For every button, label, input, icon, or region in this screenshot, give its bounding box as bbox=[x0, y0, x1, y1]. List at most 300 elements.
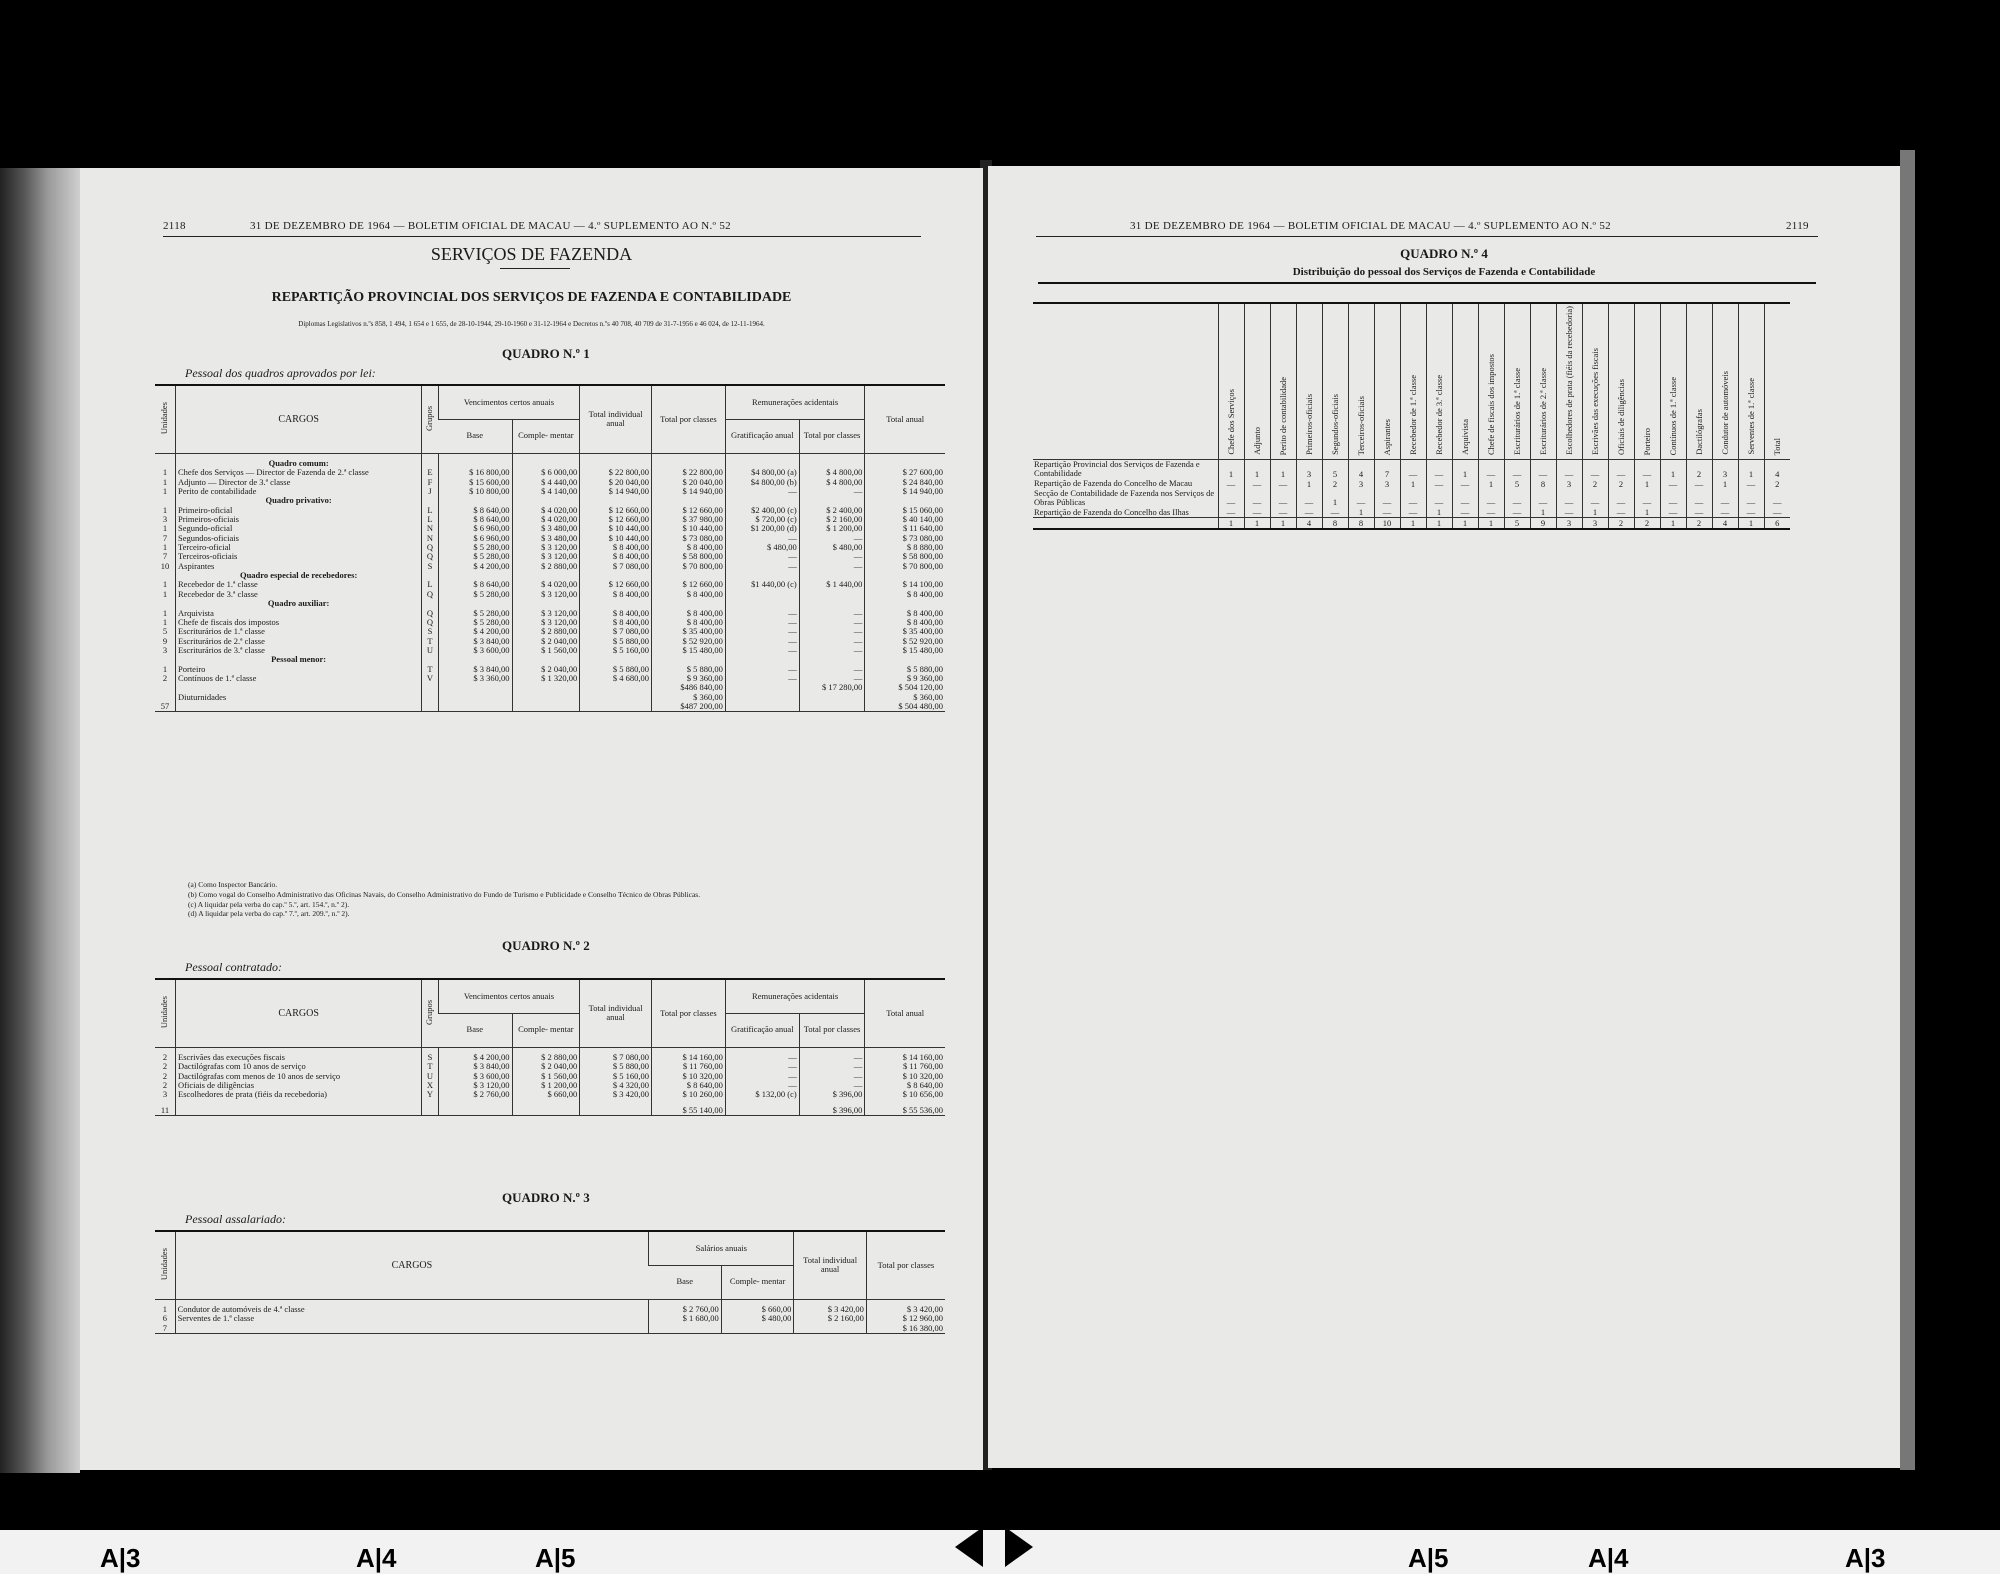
ti-cell: $ 5 160,00 bbox=[580, 646, 652, 655]
value-cell: — bbox=[1634, 459, 1660, 478]
total-cell: 10 bbox=[1374, 518, 1400, 530]
trc-cell: — bbox=[799, 487, 865, 496]
unidades-cell: 5 bbox=[162, 626, 168, 637]
grat-cell: — bbox=[725, 646, 799, 655]
total-cell: 4 bbox=[1296, 518, 1322, 530]
section-heading: Pessoal menor: bbox=[176, 655, 422, 664]
trc-cell: — bbox=[799, 552, 865, 561]
value-cell: — bbox=[1478, 489, 1504, 508]
footnote: (b) Como vogal do Conselho Administrativo das Oficinas Navais, do Conselho Administrativo do Fundo de Turismo e Publicidade e Conselho Técnico de Obras Públicas. bbox=[188, 889, 701, 899]
value-cell: — bbox=[1556, 489, 1582, 508]
value-cell: — bbox=[1348, 489, 1374, 508]
column-label: Arquivista bbox=[1460, 419, 1470, 455]
blank-cell bbox=[580, 1106, 652, 1116]
blank-cell bbox=[512, 702, 580, 712]
value-cell: — bbox=[1218, 489, 1244, 508]
left-arrow-icon bbox=[955, 1527, 983, 1567]
cargo-cell: Segundos-oficiais bbox=[176, 534, 422, 543]
tc-cell: $ 14 940,00 bbox=[652, 487, 726, 496]
unidades-cell: 3 bbox=[162, 514, 168, 525]
quadro3-table bbox=[155, 1230, 945, 1334]
blank-cell bbox=[794, 1324, 867, 1334]
total-cell: 3 bbox=[1582, 518, 1608, 530]
base-cell: $ 3 120,00 bbox=[438, 1081, 512, 1090]
column-header bbox=[1426, 303, 1452, 459]
value-cell: 1 bbox=[1660, 459, 1686, 478]
comp-cell: $ 1 560,00 bbox=[512, 646, 580, 655]
tc-cell: $ 8 400,00 bbox=[652, 590, 726, 599]
grat-cell: $4 800,00 (b) bbox=[725, 478, 799, 487]
subtotal-row bbox=[155, 683, 945, 692]
totals-row bbox=[1033, 518, 1790, 530]
cargo-cell: Primeiro-oficial bbox=[176, 506, 422, 515]
value-cell: 2 bbox=[1322, 479, 1348, 489]
column-header bbox=[1504, 303, 1530, 459]
table-row bbox=[155, 1090, 945, 1099]
value-cell: — bbox=[1738, 507, 1764, 518]
section-heading: Quadro especial de recebedores: bbox=[176, 571, 422, 580]
total-cell: 1 bbox=[1400, 518, 1426, 530]
value-cell: — bbox=[1270, 507, 1296, 518]
value-cell: 5 bbox=[1322, 459, 1348, 478]
ta-cell: $ 24 840,00 bbox=[865, 478, 945, 487]
header-rule bbox=[1036, 236, 1818, 237]
tc-cell: $ 8 400,00 bbox=[652, 609, 726, 618]
total-row bbox=[155, 702, 945, 712]
subtotal-anual: $ 504 120,00 bbox=[865, 683, 945, 692]
frame-mark: A|5 bbox=[1408, 1543, 1449, 1573]
ti-cell: $ 7 080,00 bbox=[580, 1053, 652, 1062]
quadro2-table bbox=[155, 978, 945, 1116]
trc-cell: $ 1 200,00 bbox=[799, 524, 865, 533]
ta-cell: $ 8 880,00 bbox=[865, 543, 945, 552]
column-label: Escolhedores de prata (fiéis da recebedoria) bbox=[1564, 306, 1574, 455]
grupo-cell: J bbox=[422, 487, 438, 496]
comp-cell: $ 2 880,00 bbox=[512, 627, 580, 636]
quadro3-title: QUADRO N.º 3 bbox=[502, 1190, 590, 1205]
value-cell: 1 bbox=[1452, 459, 1478, 478]
ta-cell: $ 14 100,00 bbox=[865, 580, 945, 589]
ti-cell: $ 5 880,00 bbox=[580, 665, 652, 674]
ti-cell: $ 2 160,00 bbox=[794, 1314, 867, 1323]
value-cell: 1 bbox=[1530, 507, 1556, 518]
total-cell: 8 bbox=[1322, 518, 1348, 530]
total-anual: $ 504 480,00 bbox=[865, 702, 945, 712]
comp-cell: $ 3 120,00 bbox=[512, 609, 580, 618]
grat-cell: — bbox=[725, 609, 799, 618]
unidades-cell: 9 bbox=[162, 635, 168, 646]
comp-cell: $ 3 120,00 bbox=[512, 618, 580, 627]
blank-cell bbox=[422, 702, 438, 712]
ti-cell: $ 5 880,00 bbox=[580, 637, 652, 646]
tc-cell: $ 70 800,00 bbox=[652, 562, 726, 571]
header-total-classes: Total por classes bbox=[652, 385, 726, 453]
tc-cell: $ 15 480,00 bbox=[652, 646, 726, 655]
blank-cell bbox=[438, 1106, 512, 1116]
column-header bbox=[1608, 303, 1634, 459]
tc-cell: $ 12 960,00 bbox=[866, 1314, 945, 1323]
total-row bbox=[155, 1106, 945, 1116]
unidades-cell: 1 bbox=[162, 486, 168, 497]
total-classes: $ 55 140,00 bbox=[652, 1106, 726, 1116]
quadro2-caption: Pessoal contratado: bbox=[185, 960, 282, 974]
microfilm-strip bbox=[0, 1530, 2000, 1574]
ta-cell: $ 9 360,00 bbox=[865, 674, 945, 683]
total-cell: 1 bbox=[1478, 518, 1504, 530]
total-cell: 2 bbox=[1634, 518, 1660, 530]
grat-cell: — bbox=[725, 534, 799, 543]
comp-cell: $ 4 020,00 bbox=[512, 506, 580, 515]
tc-cell: $ 35 400,00 bbox=[652, 627, 726, 636]
value-cell: — bbox=[1478, 459, 1504, 478]
book-spine bbox=[0, 168, 80, 1473]
base-cell: $ 4 200,00 bbox=[438, 562, 512, 571]
value-cell: — bbox=[1478, 507, 1504, 518]
cargo-cell: Adjunto — Director de 3.ª classe bbox=[176, 478, 422, 487]
unidades-cell: 1 bbox=[162, 616, 168, 627]
column-header bbox=[1348, 303, 1374, 459]
frame-mark: A|4 bbox=[1588, 1543, 1629, 1573]
unidades-cell: 6 bbox=[162, 1313, 167, 1324]
running-header: 31 DE DEZEMBRO DE 1964 — BOLETIM OFICIAL DE MACAU — 4.º SUPLEMENTO AO N.º 52 bbox=[1130, 220, 1611, 232]
header-grupos: Grupos bbox=[422, 979, 438, 1047]
column-header bbox=[1556, 303, 1582, 459]
base-cell: $ 1 680,00 bbox=[649, 1314, 722, 1323]
total-unidades: 57 bbox=[155, 702, 176, 712]
ta-cell: $ 8 640,00 bbox=[865, 1081, 945, 1090]
base-cell: $ 3 360,00 bbox=[438, 674, 512, 683]
ta-cell: $ 27 600,00 bbox=[865, 468, 945, 477]
grupo-cell: F bbox=[422, 478, 438, 487]
grat-cell bbox=[725, 590, 799, 599]
value-cell: — bbox=[1660, 479, 1686, 489]
diuturnidades-row bbox=[155, 693, 945, 702]
comp-cell: $ 4 440,00 bbox=[512, 478, 580, 487]
page-edge bbox=[1900, 150, 1915, 1470]
base-cell: $ 4 200,00 bbox=[438, 1053, 512, 1062]
column-label: Serventes de 1.ª classe bbox=[1746, 378, 1756, 455]
trc-cell: $ 2 160,00 bbox=[799, 515, 865, 524]
column-header bbox=[1764, 303, 1790, 459]
base-cell: $ 5 280,00 bbox=[438, 609, 512, 618]
quadro1-title: QUADRO N.º 1 bbox=[502, 346, 590, 361]
ti-cell: $ 4 320,00 bbox=[580, 1081, 652, 1090]
ti-cell: $ 20 040,00 bbox=[580, 478, 652, 487]
header-unidades: Unidades bbox=[155, 385, 176, 453]
total-cell: 3 bbox=[1556, 518, 1582, 530]
grupo-cell: L bbox=[422, 506, 438, 515]
ta-cell: $ 15 060,00 bbox=[865, 506, 945, 515]
comp-cell: $ 660,00 bbox=[721, 1305, 794, 1314]
title-rule bbox=[500, 268, 570, 269]
value-cell: — bbox=[1686, 489, 1712, 508]
row-label: Repartição Provincial dos Serviços de Fazenda e Contabilidade bbox=[1034, 458, 1200, 479]
header-base: Base bbox=[438, 1013, 512, 1047]
header-base: Base bbox=[649, 1265, 722, 1299]
blank-cell bbox=[422, 693, 438, 702]
footnotes bbox=[188, 880, 700, 919]
value-cell: — bbox=[1296, 489, 1322, 508]
table-row bbox=[155, 1305, 945, 1314]
value-cell: — bbox=[1634, 489, 1660, 508]
grat-cell: $ 132,00 (c) bbox=[725, 1090, 799, 1099]
column-label: Total bbox=[1772, 437, 1783, 455]
header-total-anual: Total anual bbox=[865, 385, 945, 453]
value-cell: 3 bbox=[1374, 479, 1400, 489]
cargo-cell: Escriturários de 3.ª classe bbox=[176, 646, 422, 655]
trc-cell: — bbox=[799, 637, 865, 646]
grat-cell: — bbox=[725, 552, 799, 561]
trc-cell: $ 2 400,00 bbox=[799, 506, 865, 515]
tc-cell: $ 52 920,00 bbox=[652, 637, 726, 646]
value-cell: 2 bbox=[1764, 479, 1790, 489]
value-cell: 2 bbox=[1686, 459, 1712, 478]
value-cell: 1 bbox=[1218, 459, 1244, 478]
cargo-cell: Terceiro-oficial bbox=[176, 543, 422, 552]
blank-cell bbox=[155, 683, 176, 692]
subtotal-classes: $486 840,00 bbox=[652, 683, 726, 692]
unidades-cell: 2 bbox=[162, 1070, 168, 1081]
cargo-cell: Porteiro bbox=[176, 665, 422, 674]
table-row bbox=[155, 1314, 945, 1323]
value-cell: 5 bbox=[1504, 479, 1530, 489]
comp-cell: $ 1 560,00 bbox=[512, 1072, 580, 1081]
tc-cell: $ 20 040,00 bbox=[652, 478, 726, 487]
comp-cell: $ 1 200,00 bbox=[512, 1081, 580, 1090]
ti-cell: $ 5 880,00 bbox=[580, 1062, 652, 1071]
header-remuneracoes: Remunerações acidentais bbox=[725, 385, 865, 419]
grupo-cell: Q bbox=[422, 618, 438, 627]
value-cell: — bbox=[1452, 479, 1478, 489]
blank-cell bbox=[512, 683, 580, 692]
trc-cell: — bbox=[799, 618, 865, 627]
cargo-cell: Terceiros-oficiais bbox=[176, 552, 422, 561]
total-cell: 2 bbox=[1686, 518, 1712, 530]
value-cell: — bbox=[1764, 507, 1790, 518]
total-anual: $ 55 536,00 bbox=[865, 1106, 945, 1116]
header-total-individual: Total individual anual bbox=[580, 979, 652, 1047]
base-cell: $ 16 800,00 bbox=[438, 468, 512, 477]
header-complementar: Comple- mentar bbox=[721, 1265, 794, 1299]
ta-cell: $ 70 800,00 bbox=[865, 562, 945, 571]
value-cell: 1 bbox=[1634, 507, 1660, 518]
blank-cell bbox=[512, 693, 580, 702]
column-header bbox=[1634, 303, 1660, 459]
cargo-cell: Dactilógrafas com 10 anos de serviço bbox=[176, 1062, 422, 1071]
unidades-cell: 2 bbox=[162, 1080, 168, 1091]
quadro4-table bbox=[1033, 302, 1790, 530]
ta-cell: $ 35 400,00 bbox=[865, 627, 945, 636]
frame-mark: A|3 bbox=[100, 1543, 141, 1573]
tc-cell: $ 8 400,00 bbox=[652, 618, 726, 627]
value-cell: — bbox=[1686, 507, 1712, 518]
comp-cell: $ 2 040,00 bbox=[512, 1062, 580, 1071]
header-gratificacao: Gratificação anual bbox=[725, 419, 799, 453]
value-cell: — bbox=[1660, 507, 1686, 518]
tc-cell: $ 11 760,00 bbox=[652, 1062, 726, 1071]
value-cell: — bbox=[1452, 489, 1478, 508]
quadro4-subtitle: Distribuição do pessoal dos Serviços de Fazenda e Contabilidade bbox=[1292, 266, 1596, 278]
left-page bbox=[80, 168, 983, 1470]
value-cell: — bbox=[1322, 507, 1348, 518]
blank-cell bbox=[799, 702, 865, 712]
blank-cell bbox=[176, 702, 422, 712]
blank-cell bbox=[438, 693, 512, 702]
blank-cell bbox=[438, 683, 512, 692]
total-cell: 4 bbox=[1712, 518, 1738, 530]
column-label: Recebedor de 1.ª classe bbox=[1408, 375, 1418, 455]
comp-cell: $ 2 880,00 bbox=[512, 562, 580, 571]
value-cell: 8 bbox=[1530, 479, 1556, 489]
quadro4-title: QUADRO N.º 4 bbox=[1400, 246, 1488, 261]
trc-cell: — bbox=[799, 562, 865, 571]
value-cell: — bbox=[1504, 489, 1530, 508]
grupo-cell: N bbox=[422, 524, 438, 533]
value-cell: — bbox=[1764, 489, 1790, 508]
header-gratificacao: Gratificação anual bbox=[725, 1013, 799, 1047]
blank-cell bbox=[175, 1324, 649, 1334]
unidades-cell: 1 bbox=[162, 579, 168, 590]
header-remuneracoes: Remunerações acidentais bbox=[725, 979, 865, 1013]
blank-cell bbox=[725, 683, 799, 692]
quadro1-table bbox=[155, 384, 945, 712]
ti-cell: $ 7 080,00 bbox=[580, 562, 652, 571]
column-header bbox=[1400, 303, 1426, 459]
trc-cell: $ 480,00 bbox=[799, 543, 865, 552]
base-cell: $ 5 280,00 bbox=[438, 552, 512, 561]
base-cell: $ 5 280,00 bbox=[438, 590, 512, 599]
ta-cell: $ 8 400,00 bbox=[865, 590, 945, 599]
value-cell: — bbox=[1556, 459, 1582, 478]
cargo-cell: Escriturários de 1.ª classe bbox=[176, 627, 422, 636]
value-cell: 1 bbox=[1712, 479, 1738, 489]
legal-references: Diplomas Legislativos n.ºs 858, 1 494, 1 654 e 1 655, de 28-10-1944, 29-10-1960 e 31-12-1964 e Decretos n.ºs 40 708, 40 709 de 31-7-1956 e 46 024, de 12-11-1964. bbox=[298, 320, 765, 328]
value-cell: — bbox=[1296, 507, 1322, 518]
total-cell: 8 bbox=[1348, 518, 1374, 530]
value-cell: 7 bbox=[1374, 459, 1400, 478]
total-cell: 1 bbox=[1738, 518, 1764, 530]
blank-cell bbox=[725, 693, 799, 702]
cargo-cell: Recebedor de 1.ª classe bbox=[176, 580, 422, 589]
tc-cell: $ 8 400,00 bbox=[652, 543, 726, 552]
header-unidades: Unidades bbox=[155, 979, 176, 1047]
column-header bbox=[1582, 303, 1608, 459]
ti-cell: $ 8 400,00 bbox=[580, 609, 652, 618]
value-cell: — bbox=[1400, 459, 1426, 478]
column-label: Chefe dos Serviços bbox=[1226, 389, 1236, 455]
grupo-cell: Q bbox=[422, 590, 438, 599]
unidades-cell: 1 bbox=[162, 1304, 167, 1314]
running-header: 31 DE DEZEMBRO DE 1964 — BOLETIM OFICIAL DE MACAU — 4.º SUPLEMENTO AO N.º 52 bbox=[250, 220, 731, 232]
blank-cell bbox=[512, 1106, 580, 1116]
tc-cell: $ 9 360,00 bbox=[652, 674, 726, 683]
grat-cell: — bbox=[725, 674, 799, 683]
grupo-cell: Q bbox=[422, 609, 438, 618]
base-cell: $ 3 600,00 bbox=[438, 1072, 512, 1081]
base-cell: $ 2 760,00 bbox=[438, 1090, 512, 1099]
unidades-cell: 10 bbox=[160, 560, 170, 571]
value-cell: 4 bbox=[1764, 459, 1790, 478]
comp-cell: $ 4 020,00 bbox=[512, 580, 580, 589]
comp-cell: $ 4 020,00 bbox=[512, 515, 580, 524]
blank-cell bbox=[725, 1106, 799, 1116]
column-label: Contínuos de 1.ª classe bbox=[1668, 376, 1678, 455]
comp-cell: $ 4 140,00 bbox=[512, 487, 580, 496]
value-cell: 1 bbox=[1634, 479, 1660, 489]
value-cell: — bbox=[1582, 489, 1608, 508]
column-label: Oficiais de diligências bbox=[1616, 378, 1626, 455]
unidades-cell: 2 bbox=[162, 672, 168, 683]
trc-cell: — bbox=[799, 627, 865, 636]
grupo-cell: N bbox=[422, 534, 438, 543]
total-remun: $ 396,00 bbox=[799, 1106, 865, 1116]
blank-cell bbox=[580, 702, 652, 712]
tc-cell: $ 12 660,00 bbox=[652, 580, 726, 589]
footnote: (a) Como Inspector Bancário. bbox=[188, 880, 278, 889]
value-cell: — bbox=[1504, 507, 1530, 518]
value-cell: 2 bbox=[1582, 479, 1608, 489]
header-total-por-classes: Total por classes bbox=[799, 419, 865, 453]
blank-cell bbox=[799, 693, 865, 702]
trc-cell: — bbox=[799, 1053, 865, 1062]
trc-cell: — bbox=[799, 1081, 865, 1090]
comp-cell: $ 1 320,00 bbox=[512, 674, 580, 683]
header-base: Base bbox=[438, 419, 512, 453]
cargo-cell: Contínuos de 1.ª classe bbox=[176, 674, 422, 683]
quadro3-caption: Pessoal assalariado: bbox=[185, 1212, 287, 1226]
column-header bbox=[1686, 303, 1712, 459]
grupo-cell: Y bbox=[422, 1090, 438, 1099]
column-label: Aspirantes bbox=[1382, 418, 1392, 455]
total-row bbox=[155, 1324, 945, 1334]
ta-cell: $ 8 400,00 bbox=[865, 618, 945, 627]
value-cell: — bbox=[1426, 489, 1452, 508]
base-cell: $ 3 840,00 bbox=[438, 637, 512, 646]
value-cell: — bbox=[1504, 459, 1530, 478]
value-cell: — bbox=[1608, 459, 1634, 478]
ti-cell: $ 7 080,00 bbox=[580, 627, 652, 636]
grat-cell: — bbox=[725, 1072, 799, 1081]
value-cell: — bbox=[1374, 489, 1400, 508]
value-cell: — bbox=[1556, 507, 1582, 518]
base-cell: $ 8 640,00 bbox=[438, 506, 512, 515]
column-header bbox=[1530, 303, 1556, 459]
trc-cell: $ 396,00 bbox=[799, 1090, 865, 1099]
comp-cell: $ 2 880,00 bbox=[512, 1053, 580, 1062]
ta-cell: $ 52 920,00 bbox=[865, 637, 945, 646]
value-cell: — bbox=[1400, 507, 1426, 518]
ti-cell: $ 22 800,00 bbox=[580, 468, 652, 477]
value-cell: — bbox=[1608, 507, 1634, 518]
trc-cell: — bbox=[799, 534, 865, 543]
tc-cell: $ 14 160,00 bbox=[652, 1053, 726, 1062]
column-label: Porteiro bbox=[1642, 427, 1652, 455]
grupo-cell: V bbox=[422, 674, 438, 683]
cargo-cell: Arquivista bbox=[176, 609, 422, 618]
grupo-cell: E bbox=[422, 468, 438, 477]
value-cell: 1 bbox=[1400, 479, 1426, 489]
unidades-cell: 2 bbox=[162, 1052, 168, 1062]
table-row bbox=[1033, 489, 1790, 508]
ta-cell: $ 8 400,00 bbox=[865, 609, 945, 618]
value-cell: — bbox=[1660, 489, 1686, 508]
ti-cell: $ 8 400,00 bbox=[580, 618, 652, 627]
header-rule bbox=[163, 236, 921, 237]
value-cell: 2 bbox=[1608, 479, 1634, 489]
comp-cell: $ 3 120,00 bbox=[512, 543, 580, 552]
grat-cell: $2 400,00 (c) bbox=[725, 506, 799, 515]
tc-cell: $ 22 800,00 bbox=[652, 468, 726, 477]
